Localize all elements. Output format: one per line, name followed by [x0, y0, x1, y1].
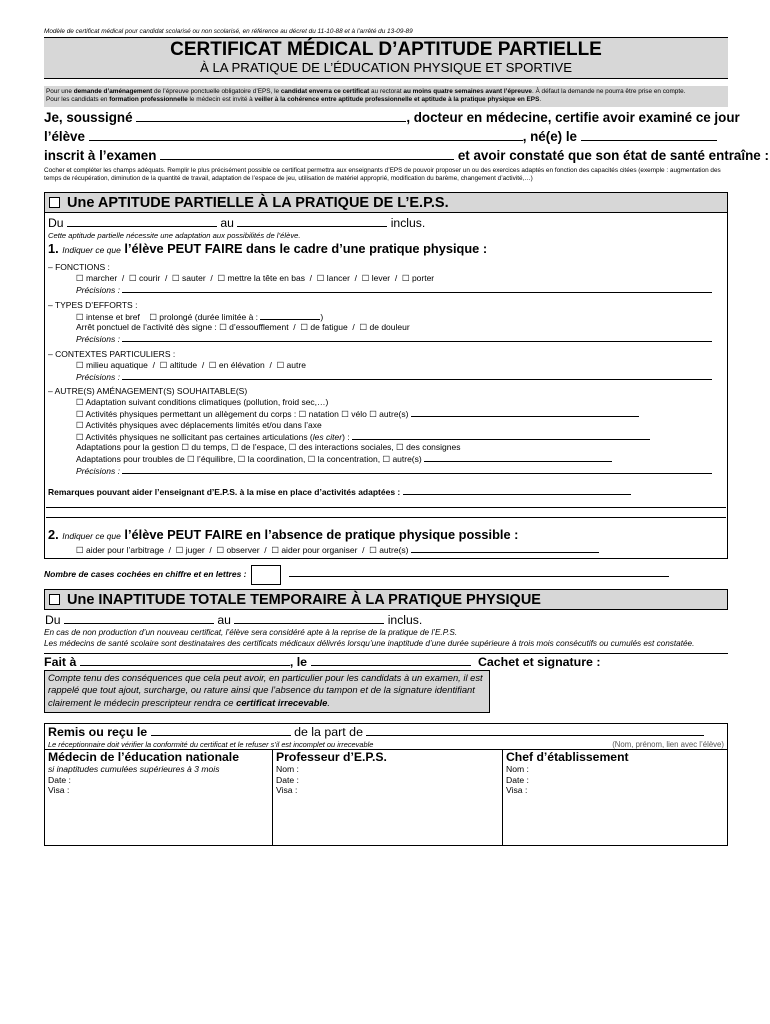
- checkbox-prolonge[interactable]: ☐ prolongé (durée limitée à :: [149, 311, 261, 322]
- question-1: 1. Indiquer ce que l’élève PEUT FAIRE dans le cadre d’une pratique physique :: [48, 241, 488, 257]
- checkbox-allegement-autre[interactable]: ☐ autre(s): [369, 408, 409, 419]
- doctor-name-field[interactable]: [136, 113, 406, 122]
- checkbox-fatigue[interactable]: ☐ de fatigue: [300, 322, 348, 333]
- checkbox-velo[interactable]: ☐ vélo: [341, 408, 367, 419]
- autres-precisions-field[interactable]: [122, 465, 712, 474]
- checkbox-coordination[interactable]: ☐ la coordination,: [237, 454, 306, 465]
- medecin-subtitle: si inaptitudes cumulées supérieures à 3 mois: [48, 764, 220, 775]
- partial-to-field[interactable]: [237, 218, 387, 227]
- remarques-field[interactable]: [403, 486, 631, 495]
- checkbox-temps[interactable]: ☐ du temps,: [181, 442, 229, 453]
- total-note-1: En cas de non production d’un nouveau certificat, l’élève sera considéré apte à la reprise de la pratique de l’E.P.S.: [44, 628, 458, 638]
- medecin-title: Médecin de l’éducation nationale: [48, 750, 239, 765]
- irrecevable-warning: Compte tenu des conséquences que cela peut avoir, en particulier pour les candidats à un examen, il est rappelé que tout ajout, surcharge, ou rature ainsi que l’absence du tampon et de la signature identifiant clairement le médecin prescripteur rendra ce certificat irrecevable.: [44, 670, 490, 713]
- total-note-2: Les médecins de santé scolaire sont destinataires des certificats médicaux délivrés lorsqu’une inaptitude d’une durée supérieure à trois mois consécutifs ou cumulés est constatée.: [44, 639, 695, 649]
- remarques-rule-2[interactable]: [46, 508, 726, 518]
- checkbox-equilibre[interactable]: ☐ l’équilibre,: [187, 454, 236, 465]
- place-field[interactable]: [80, 657, 290, 666]
- checkbox-essoufflement[interactable]: ☐ d’essoufflement: [219, 322, 289, 333]
- fonctions-precisions: Précisions :: [45, 284, 727, 296]
- medecin-date[interactable]: Date :: [48, 774, 71, 785]
- checkbox-allegement[interactable]: ☐ Activités physiques permettant un allègement du corps :: [76, 408, 297, 419]
- checkbox-arbitrage[interactable]: ☐ aider pour l’arbitrage: [76, 544, 164, 555]
- total-period: Du au inclus.: [45, 613, 423, 628]
- reception-hint: (Nom, prénom, lien avec l’élève): [612, 740, 724, 750]
- total-inaptitude-section: [44, 589, 728, 650]
- checkbox-tete-en-bas[interactable]: ☐ mettre la tête en bas: [217, 273, 305, 284]
- checkbox-interactions[interactable]: ☐ des interactions sociales,: [288, 442, 394, 453]
- form-title: CERTIFICAT MÉDICAL D’APTITUDE PARTIELLE: [170, 39, 602, 60]
- checkbox-articulations[interactable]: ☐ Activités physiques ne sollicitant pas certaines articulations (les citer) :: [76, 431, 350, 442]
- professeur-date[interactable]: Date :: [276, 774, 299, 785]
- partial-period: Du au inclus.: [48, 215, 426, 230]
- column-professeur: [273, 750, 503, 845]
- partial-from-field[interactable]: [67, 218, 217, 227]
- doctor-declaration-line: Je, soussigné , docteur en médecine, certifie avoir examiné ce jour: [44, 109, 740, 125]
- question-2-options: ☐ aider pour l’arbitrage / ☐ juger / ☐ observer / ☐ aider pour organiser / ☐ autre(s): [45, 544, 727, 556]
- checkbox-lancer[interactable]: ☐ lancer: [316, 273, 350, 284]
- remarques-rule-1[interactable]: [46, 498, 726, 508]
- fonctions-label: – FONCTIONS :: [48, 262, 110, 273]
- group-fonctions: [45, 258, 727, 295]
- efforts-options: ☐ intense et bref ☐ prolongé (durée limitée à : ): [76, 311, 324, 322]
- question-2: 2. Indiquer ce que l’élève PEUT FAIRE en l’absence de pratique physique possible :: [48, 526, 519, 542]
- fonctions-options: ☐ marcher / ☐ courir / ☐ sauter / ☐ mettre la tête en bas / ☐ lancer / ☐ lever / ☐ porter: [76, 273, 435, 284]
- contextes-precisions: Précisions :: [45, 371, 727, 383]
- intro-paragraph-2: Pour les candidats en formation professionnelle le médecin est invité à veiller à la cohérence entre aptitude professionnelle et aptitude à la pratique physique en EPS.: [46, 96, 542, 104]
- checkbox-deplacements[interactable]: ☐ Activités physiques avec déplacements limités et/ou dans l’axe: [76, 419, 322, 430]
- articulations-line: [45, 431, 727, 443]
- checkbox-climat[interactable]: ☐ Adaptation suivant conditions climatiques (pollution, froid sec,…): [76, 397, 329, 408]
- count-letters-field[interactable]: [289, 568, 669, 577]
- allegement-line: [45, 408, 727, 420]
- contextes-precisions-field[interactable]: [122, 371, 712, 380]
- professeur-title: Professeur d’E.P.S.: [276, 750, 387, 765]
- birth-date-field[interactable]: [581, 132, 717, 141]
- partial-aptitude-heading: Une APTITUDE PARTIELLE À LA PRATIQUE DE L’E.P.S.: [45, 193, 727, 213]
- checkbox-observer[interactable]: ☐ observer: [216, 544, 260, 555]
- checkbox-sauter[interactable]: ☐ sauter: [172, 273, 206, 284]
- total-to-field[interactable]: [234, 615, 384, 624]
- efforts-precisions-field[interactable]: [122, 333, 712, 342]
- intro-paragraph-1: Pour une demande d’aménagement de l’épreuve ponctuelle obligatoire d’EPS, le candidat enverra ce certificat au rectorat au moins quatre semaines avant l’épreuve. À défaut la demande ne pourra être prise en compte.: [46, 88, 686, 95]
- student-name-field[interactable]: [89, 132, 523, 141]
- count-box[interactable]: [251, 565, 281, 585]
- legal-reference: Modèle de certificat médical pour candidat scolarisé ou non scolarisé, en référence au décret du 11-10-88 et à l’arrêté du 13-09-89: [44, 28, 413, 35]
- checkbox-concentration[interactable]: ☐ la concentration,: [307, 454, 381, 465]
- signature-columns: [45, 749, 727, 845]
- checkbox-altitude[interactable]: ☐ altitude: [159, 359, 198, 370]
- column-chef: [503, 750, 727, 845]
- group-contextes: [45, 345, 727, 382]
- partial-note: Cette aptitude partielle nécessite une adaptation aux possibilités de l’élève.: [48, 230, 301, 240]
- professeur-visa[interactable]: Visa :: [276, 785, 298, 796]
- remis-date-field[interactable]: [151, 727, 291, 736]
- gestion-line: Adaptations pour la gestion ☐ du temps, ☐ de l’espace, ☐ des interactions sociales, ☐ des consignes: [76, 442, 461, 453]
- partial-aptitude-checkbox[interactable]: [49, 197, 60, 208]
- fonctions-precisions-field[interactable]: [122, 284, 712, 293]
- student-line: l’élève , né(e) le: [44, 127, 728, 146]
- medical-certificate-form: [44, 28, 769, 846]
- checkbox-porter[interactable]: ☐ porter: [401, 273, 435, 284]
- remis-line: Remis ou reçu le de la part de: [45, 725, 727, 740]
- checkbox-espace[interactable]: ☐ de l’espace,: [231, 442, 287, 453]
- checkbox-aquatique[interactable]: ☐ milieu aquatique: [76, 359, 148, 370]
- checkbox-lever[interactable]: ☐ lever: [361, 273, 391, 284]
- partial-aptitude-section: [44, 192, 728, 560]
- group-autres: [45, 382, 727, 476]
- exam-name-field[interactable]: [160, 151, 454, 160]
- intro-notice: [44, 86, 728, 107]
- signature-area: [44, 653, 728, 713]
- contextes-label: – CONTEXTES PARTICULIERS :: [48, 349, 176, 359]
- chef-nom[interactable]: Nom :: [506, 764, 529, 775]
- chef-date[interactable]: Date :: [506, 774, 529, 785]
- exam-line: inscrit à l’examen et avoir constaté que son état de santé entraîne :: [44, 147, 769, 163]
- duree-field[interactable]: [260, 311, 320, 320]
- date-field[interactable]: [311, 657, 471, 666]
- fait-line: Fait à , le Cachet et signature :: [44, 654, 601, 669]
- professeur-nom[interactable]: Nom :: [276, 764, 299, 775]
- troubles-line: Adaptations pour troubles de ☐ l’équilibre, ☐ la coordination, ☐ la concentration, ☐ autre(s): [45, 453, 727, 465]
- remarques-line: Remarques pouvant aider l’enseignant d’E.P.S. à la mise en place d’activités adaptées :: [45, 486, 727, 498]
- q2-autre-field[interactable]: [411, 544, 599, 553]
- instructions-note: Cocher et compléter les champs adéquats. Remplir le plus précisément possible ce certificat permettra aux enseignants d’EPS de pouvoir proposer un ou des exercices adaptés en fonction des capacités citées (exemple : augmentation des temps de récupération, diminution de la quantité de travail, adaptation de l’espace de jeu, utilisation de matériel approprié, modification du barème, changement d’activité,…): [44, 166, 721, 183]
- checkbox-q2-autre[interactable]: ☐ autre(s): [369, 544, 409, 555]
- checkbox-contexte-autre[interactable]: ☐ autre: [276, 359, 306, 370]
- checkbox-intense[interactable]: ☐ intense et bref: [76, 311, 140, 322]
- checkbox-douleur[interactable]: ☐ de douleur: [359, 322, 410, 333]
- checkbox-elevation[interactable]: ☐ en élévation: [208, 359, 265, 370]
- column-medecin: [45, 750, 273, 845]
- checkbox-juger[interactable]: ☐ juger: [175, 544, 205, 555]
- troubles-autre-field[interactable]: [424, 453, 612, 462]
- form-subtitle: À LA PRATIQUE DE L’ÉDUCATION PHYSIQUE ET SPORTIVE: [199, 60, 573, 75]
- chef-visa[interactable]: Visa :: [506, 785, 528, 796]
- total-inaptitude-heading: Une INAPTITUDE TOTALE TEMPORAIRE À LA PRATIQUE PHYSIQUE: [44, 590, 728, 610]
- contextes-options: ☐ milieu aquatique / ☐ altitude / ☐ en élévation / ☐ autre: [76, 359, 306, 370]
- reception-note: Le réceptionnaire doit vérifier la conformité du certificat et le refuser s’il est incomplet ou irrecevable: [48, 740, 374, 750]
- checkbox-consignes[interactable]: ☐ des consignes: [396, 442, 461, 453]
- chef-title: Chef d’établissement: [506, 750, 629, 765]
- medecin-visa[interactable]: Visa :: [48, 785, 70, 796]
- group-efforts: [45, 296, 727, 345]
- remis-person-field[interactable]: [366, 727, 704, 736]
- allegement-autre-field[interactable]: [411, 408, 639, 417]
- title-block: [44, 37, 728, 79]
- total-from-field[interactable]: [64, 615, 214, 624]
- autres-precisions: Précisions :: [45, 465, 727, 477]
- checkbox-troubles-autre[interactable]: ☐ autre(s): [382, 454, 422, 465]
- count-line: Nombre de cases cochées en chiffre et en lettres :: [44, 563, 728, 585]
- checkbox-courir[interactable]: ☐ courir: [128, 273, 161, 284]
- checkbox-marcher[interactable]: ☐ marcher: [76, 273, 118, 284]
- autres-label: – AUTRE(S) AMÉNAGEMENT(S) SOUHAITABLE(S): [48, 386, 248, 397]
- checkbox-organiser[interactable]: ☐ aider pour organiser: [271, 544, 358, 555]
- reception-notes: [45, 740, 727, 749]
- articulations-field[interactable]: [352, 431, 650, 440]
- total-inaptitude-checkbox[interactable]: [49, 594, 60, 605]
- reception-box: [44, 723, 728, 846]
- checkbox-natation[interactable]: ☐ natation: [298, 408, 339, 419]
- efforts-precisions: Précisions :: [45, 333, 727, 345]
- arret-options: Arrêt ponctuel de l’activité dès signe : ☐ d’essoufflement / ☐ de fatigue / ☐ de douleur: [76, 322, 410, 333]
- efforts-label: – TYPES D’EFFORTS :: [48, 299, 138, 310]
